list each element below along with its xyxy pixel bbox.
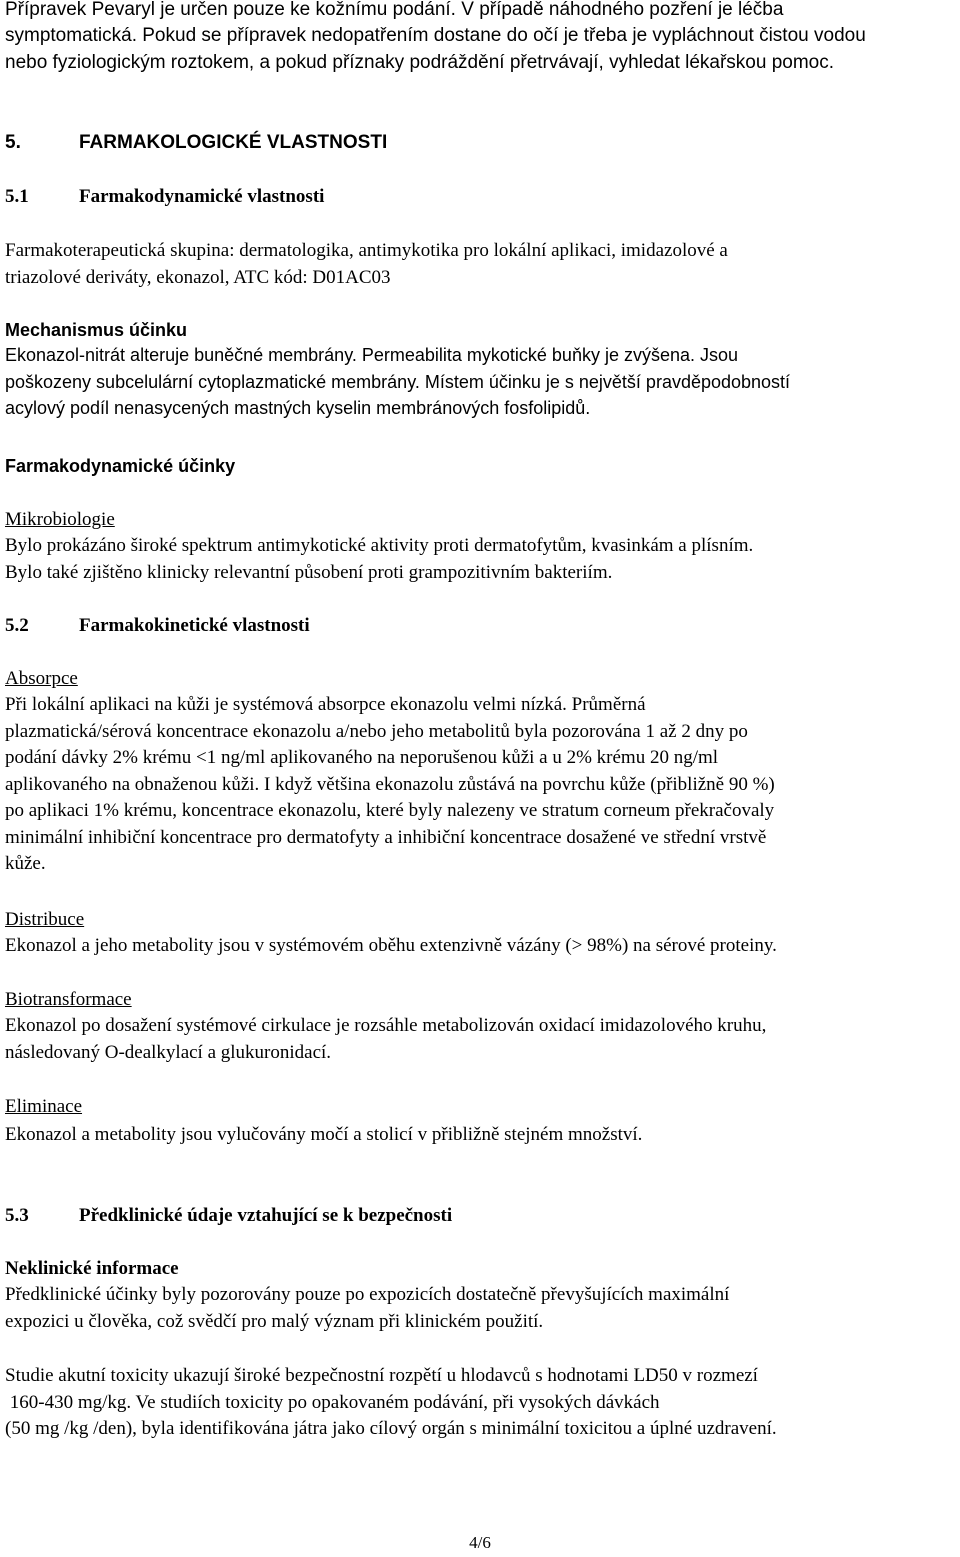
text-line: Farmakoterapeutická skupina: dermatologika, antimykotika pro lokální aplikaci, imidazolové a [5, 240, 728, 261]
text-line: Předklinické účinky byly pozorovány pouze po expozicích dostatečně převyšujících maximální [5, 1284, 730, 1305]
section-title: Farmakodynamické vlastnosti [79, 186, 325, 207]
mechanism-paragraph [5, 342, 960, 422]
text-line: následovaný O-dealkylací a glukuronidací. [5, 1041, 332, 1063]
absorption-heading: Absorpce [5, 668, 78, 689]
section-number: 5.1 [5, 186, 29, 207]
nonclinical-paragraph [5, 1282, 960, 1335]
biotransformation-paragraph [5, 1013, 960, 1066]
text-line: (50 mg /kg /den), byla identifikována játra jako cílový orgán s minimální toxicitou a úplné uzdravení. [5, 1418, 777, 1439]
section-number: 5. [5, 132, 21, 153]
text-line: 160-430 mg/kg. Ve studiích toxicity po opakovaném podávání, při vysokých dávkách [5, 1391, 660, 1413]
intro-line: symptomatická. Pokud se přípravek nedopatřením dostane do očí je třeba je vypláchnout čistou vodou [5, 25, 866, 46]
section-heading-5-1 [5, 184, 960, 211]
microbiology-heading: Mikrobiologie [5, 509, 115, 530]
intro-paragraph [5, 0, 960, 24]
text-line: Ekonazol po dosažení systémové cirkulace je rozsáhle metabolizován oxidací imidazolového kruhu, [5, 1015, 767, 1036]
distribution-paragraph [5, 933, 960, 960]
text-line: acylový podíl nenasycených mastných kyselin membránových fosfolipidů. [5, 398, 591, 418]
text-line: aplikovaného na obnaženou kůži. I když většina ekonazolu zůstává na povrchu kůže (přibližně 90 %) [5, 773, 775, 795]
intro-line: Přípravek Pevaryl je určen pouze ke kožnímu podání. V případě náhodného pozření je léčba [5, 0, 784, 20]
section-number: 5.3 [5, 1205, 29, 1226]
elimination-paragraph [5, 1122, 960, 1149]
intro-paragraph-cont [5, 23, 960, 76]
text-line: plazmatická/sérová koncentrace ekonazolu a/nebo jeho metabolitů byla pozorována 1 až 2 dny po [5, 720, 748, 742]
text-line: Bylo prokázáno široké spektrum antimykotické aktivity proti dermatofytům, kvasinkám a plísním. [5, 535, 754, 556]
text-line: po aplikaci 1% krému, koncentrace ekonazolu, které byly nalezeny ve stratum corneum překračovaly [5, 800, 775, 821]
section-title: FARMAKOLOGICKÉ VLASTNOSTI [79, 132, 388, 153]
absorption-paragraph [5, 692, 960, 878]
section-heading-5 [5, 130, 960, 157]
distribution-heading: Distribuce [5, 909, 85, 930]
section-title: Farmakokinetické vlastnosti [79, 615, 310, 636]
biotransformation-heading: Biotransformace [5, 989, 132, 1010]
mechanism-heading: Mechanismus účinku [5, 320, 188, 340]
text-line: expozici u člověka, což svědčí pro malý význam při klinickém použití. [5, 1310, 544, 1332]
page-number: 4/6 [469, 1533, 491, 1552]
text-line: Ekonazol-nitrát alteruje buněčné membrány. Permeabilita mykotické buňky je zvýšena. Jsou [5, 345, 739, 365]
text-line: kůže. [5, 853, 46, 874]
text-line: triazolové deriváty, ekonazol, ATC kód: D01AC03 [5, 266, 391, 288]
text-line: Při lokální aplikaci na kůži je systémová absorpce ekonazolu velmi nízká. Průměrná [5, 694, 646, 715]
effects-heading: Farmakodynamické účinky [5, 456, 236, 476]
text-line: minimální inhibiční koncentrace pro dermatofyty a inhibiční koncentrace dosažené ve střední vrstvě [5, 826, 767, 848]
section-heading-5-3 [5, 1203, 960, 1230]
text-line: podání dávky 2% krému <1 ng/ml aplikovaného na neporušenou kůži a u 2% krému 20 ng/ml [5, 747, 719, 768]
section-number: 5.2 [5, 615, 29, 636]
nonclinical-heading: Neklinické informace [5, 1258, 179, 1279]
therapeutic-group [5, 238, 960, 291]
elimination-heading: Eliminace [5, 1096, 83, 1117]
text-line: Ekonazol a jeho metabolity jsou v systémovém oběhu extenzivně vázány (> 98%) na sérové proteiny. [5, 935, 777, 956]
text-line: Studie akutní toxicity ukazují široké bezpečnostní rozpětí u hlodavců s hodnotami LD50 v rozmezí [5, 1365, 758, 1386]
section-heading-5-2 [5, 613, 960, 640]
microbiology-paragraph [5, 533, 960, 586]
toxicity-paragraph [5, 1363, 960, 1443]
intro-line: nebo fyziologickým roztokem, a pokud příznaky podráždění přetrvávají, vyhledat lékařskou pomoc. [5, 51, 835, 73]
text-line: Ekonazol a metabolity jsou vylučovány močí a stolicí v přibližně stejném množství. [5, 1124, 643, 1145]
text-line: poškozeny subcelulární cytoplazmatické membrány. Místem účinku je s největší pravděpodobností [5, 371, 791, 392]
section-title: Předklinické údaje vztahující se k bezpečnosti [79, 1205, 453, 1226]
text-line: Bylo také zjištěno klinicky relevantní působení proti grampozitivním bakteriím. [5, 561, 613, 583]
